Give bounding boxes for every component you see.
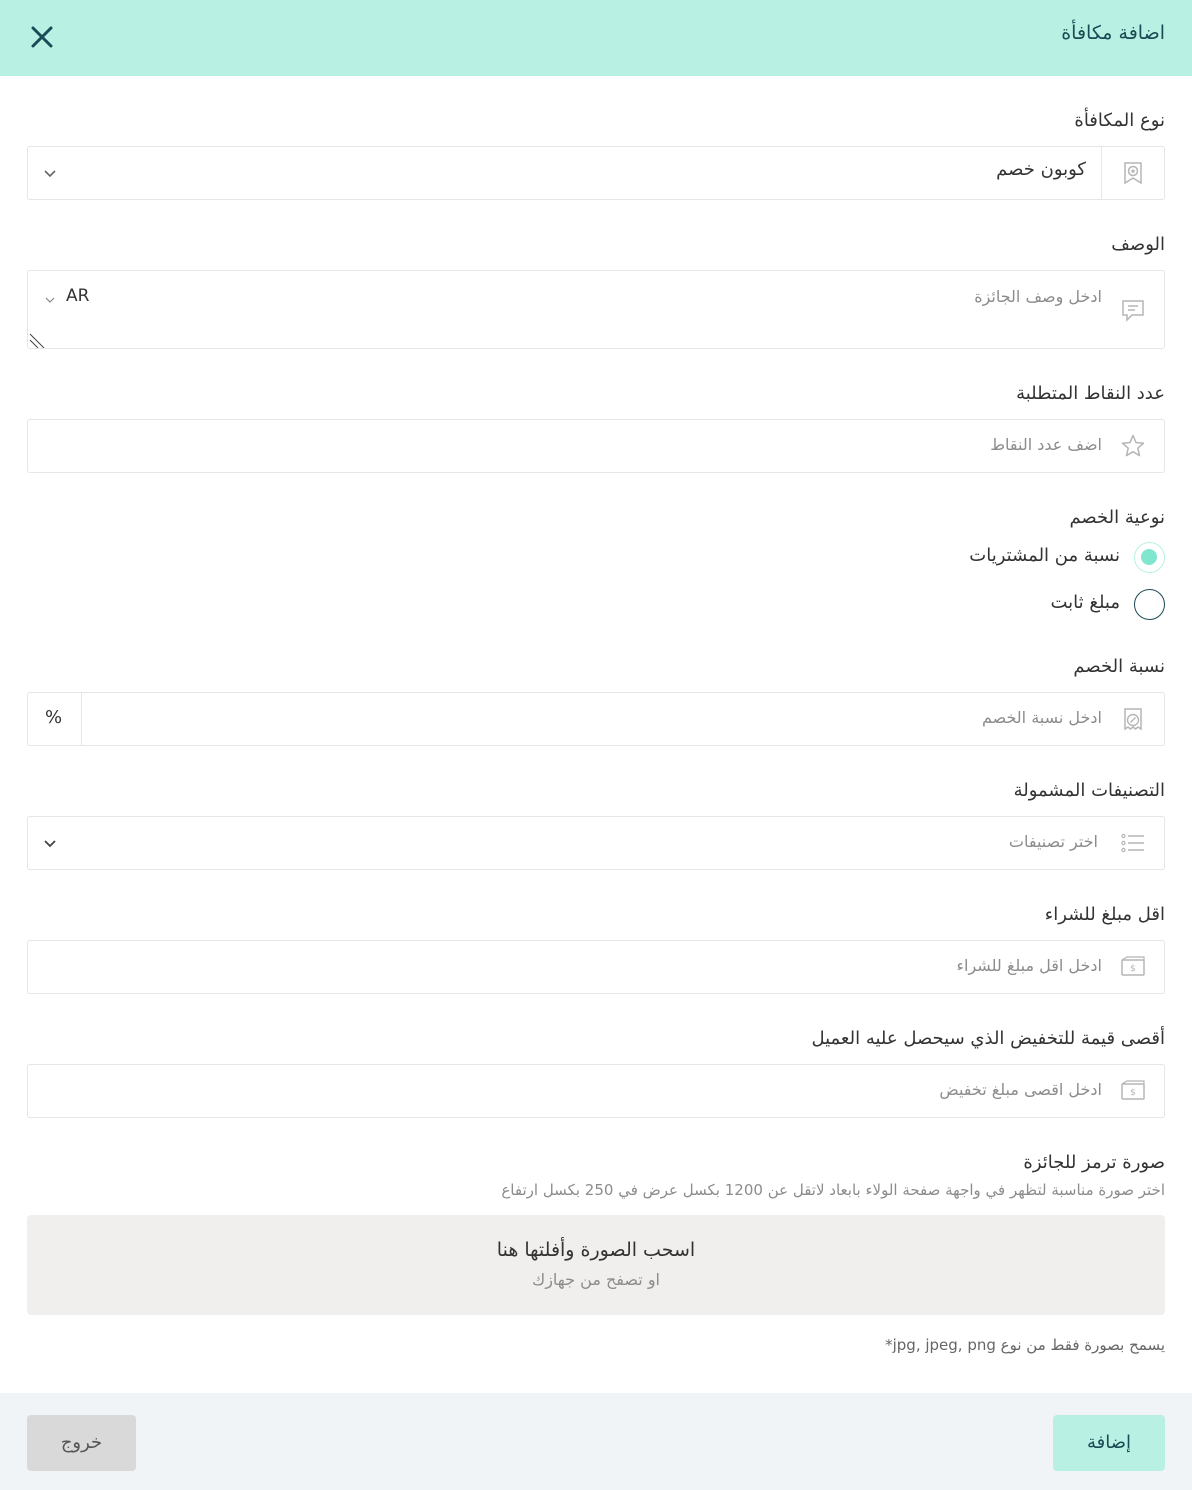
chevron-down-icon[interactable] xyxy=(42,835,58,851)
reward-type-value: كوبون خصم xyxy=(996,159,1086,180)
radio-percentage-label[interactable]: نسبة من المشتريات xyxy=(969,545,1120,566)
reward-type-select[interactable] xyxy=(27,146,1165,200)
modal-title: اضافة مكافأة xyxy=(1061,22,1165,44)
svg-text:$: $ xyxy=(1130,964,1136,974)
discount-rate-label: نسبة الخصم xyxy=(1073,656,1165,677)
comment-icon xyxy=(1120,297,1146,323)
resize-handle-icon[interactable] xyxy=(28,332,46,348)
money-icon xyxy=(1120,1078,1146,1104)
discount-rate-placeholder: ادخل نسبة الخصم xyxy=(981,708,1102,727)
points-input[interactable] xyxy=(27,419,1165,473)
browse-link[interactable]: او تصفح من جهازك xyxy=(532,1270,660,1289)
description-textarea[interactable] xyxy=(27,270,1165,349)
min-purchase-label: اقل مبلغ للشراء xyxy=(1044,904,1165,925)
percent-suffix: % xyxy=(45,707,63,728)
radio-percentage[interactable] xyxy=(1134,542,1165,573)
language-selector[interactable]: AR xyxy=(66,286,90,306)
modal-footer xyxy=(0,1393,1192,1490)
exit-button[interactable]: خروج xyxy=(27,1415,136,1471)
language-chevron-icon[interactable] xyxy=(44,291,56,303)
field-separator xyxy=(1101,147,1102,199)
min-purchase-placeholder: ادخل اقل مبلغ للشراء xyxy=(956,956,1102,975)
discount-icon xyxy=(1120,706,1146,732)
categories-placeholder: اختر تصنيفات xyxy=(1008,832,1098,851)
close-icon[interactable] xyxy=(28,22,56,52)
star-icon xyxy=(1120,433,1146,459)
radio-fixed-amount-label[interactable]: مبلغ ثابت xyxy=(1050,592,1120,613)
suffix-separator xyxy=(81,693,82,745)
min-purchase-input[interactable] xyxy=(27,940,1165,994)
allowed-types-note: يسمح بصورة فقط من نوع jpg, jpeg, png* xyxy=(885,1336,1165,1354)
award-icon xyxy=(1120,160,1146,186)
list-icon xyxy=(1120,830,1146,856)
chevron-down-icon[interactable] xyxy=(42,165,58,181)
discount-kind-label: نوعية الخصم xyxy=(1069,507,1165,528)
max-discount-input[interactable] xyxy=(27,1064,1165,1118)
radio-fixed-amount[interactable] xyxy=(1134,589,1165,620)
max-discount-label: أقصى قيمة للتخفيض الذي سيحصل عليه العميل xyxy=(811,1028,1165,1049)
svg-text:$: $ xyxy=(1130,1088,1136,1098)
money-icon xyxy=(1120,954,1146,980)
image-label: صورة ترمز للجائزة xyxy=(1023,1152,1165,1173)
max-discount-placeholder: ادخل اقصى مبلغ تخفيض xyxy=(939,1080,1102,1099)
categories-select[interactable] xyxy=(27,816,1165,870)
reward-type-label: نوع المكافأة xyxy=(1074,110,1165,131)
add-button[interactable]: إضافة xyxy=(1053,1415,1165,1471)
description-label: الوصف xyxy=(1111,234,1165,255)
description-placeholder: ادخل وصف الجائزة xyxy=(974,287,1102,306)
dropzone-title: اسحب الصورة وأفلتها هنا xyxy=(496,1239,696,1261)
discount-rate-input[interactable] xyxy=(27,692,1165,746)
image-hint: اختر صورة مناسبة لتظهر في واجهة صفحة الولاء بابعاد لاتقل عن 1200 بكسل عرض في 250 بكسل ارتفاع xyxy=(501,1181,1165,1199)
image-dropzone[interactable] xyxy=(27,1215,1165,1315)
points-label: عدد النقاط المتطلبة xyxy=(1016,383,1165,404)
modal-header xyxy=(0,0,1192,76)
categories-label: التصنيفات المشمولة xyxy=(1013,780,1165,801)
points-placeholder: اضف عدد النقاط xyxy=(990,435,1102,454)
